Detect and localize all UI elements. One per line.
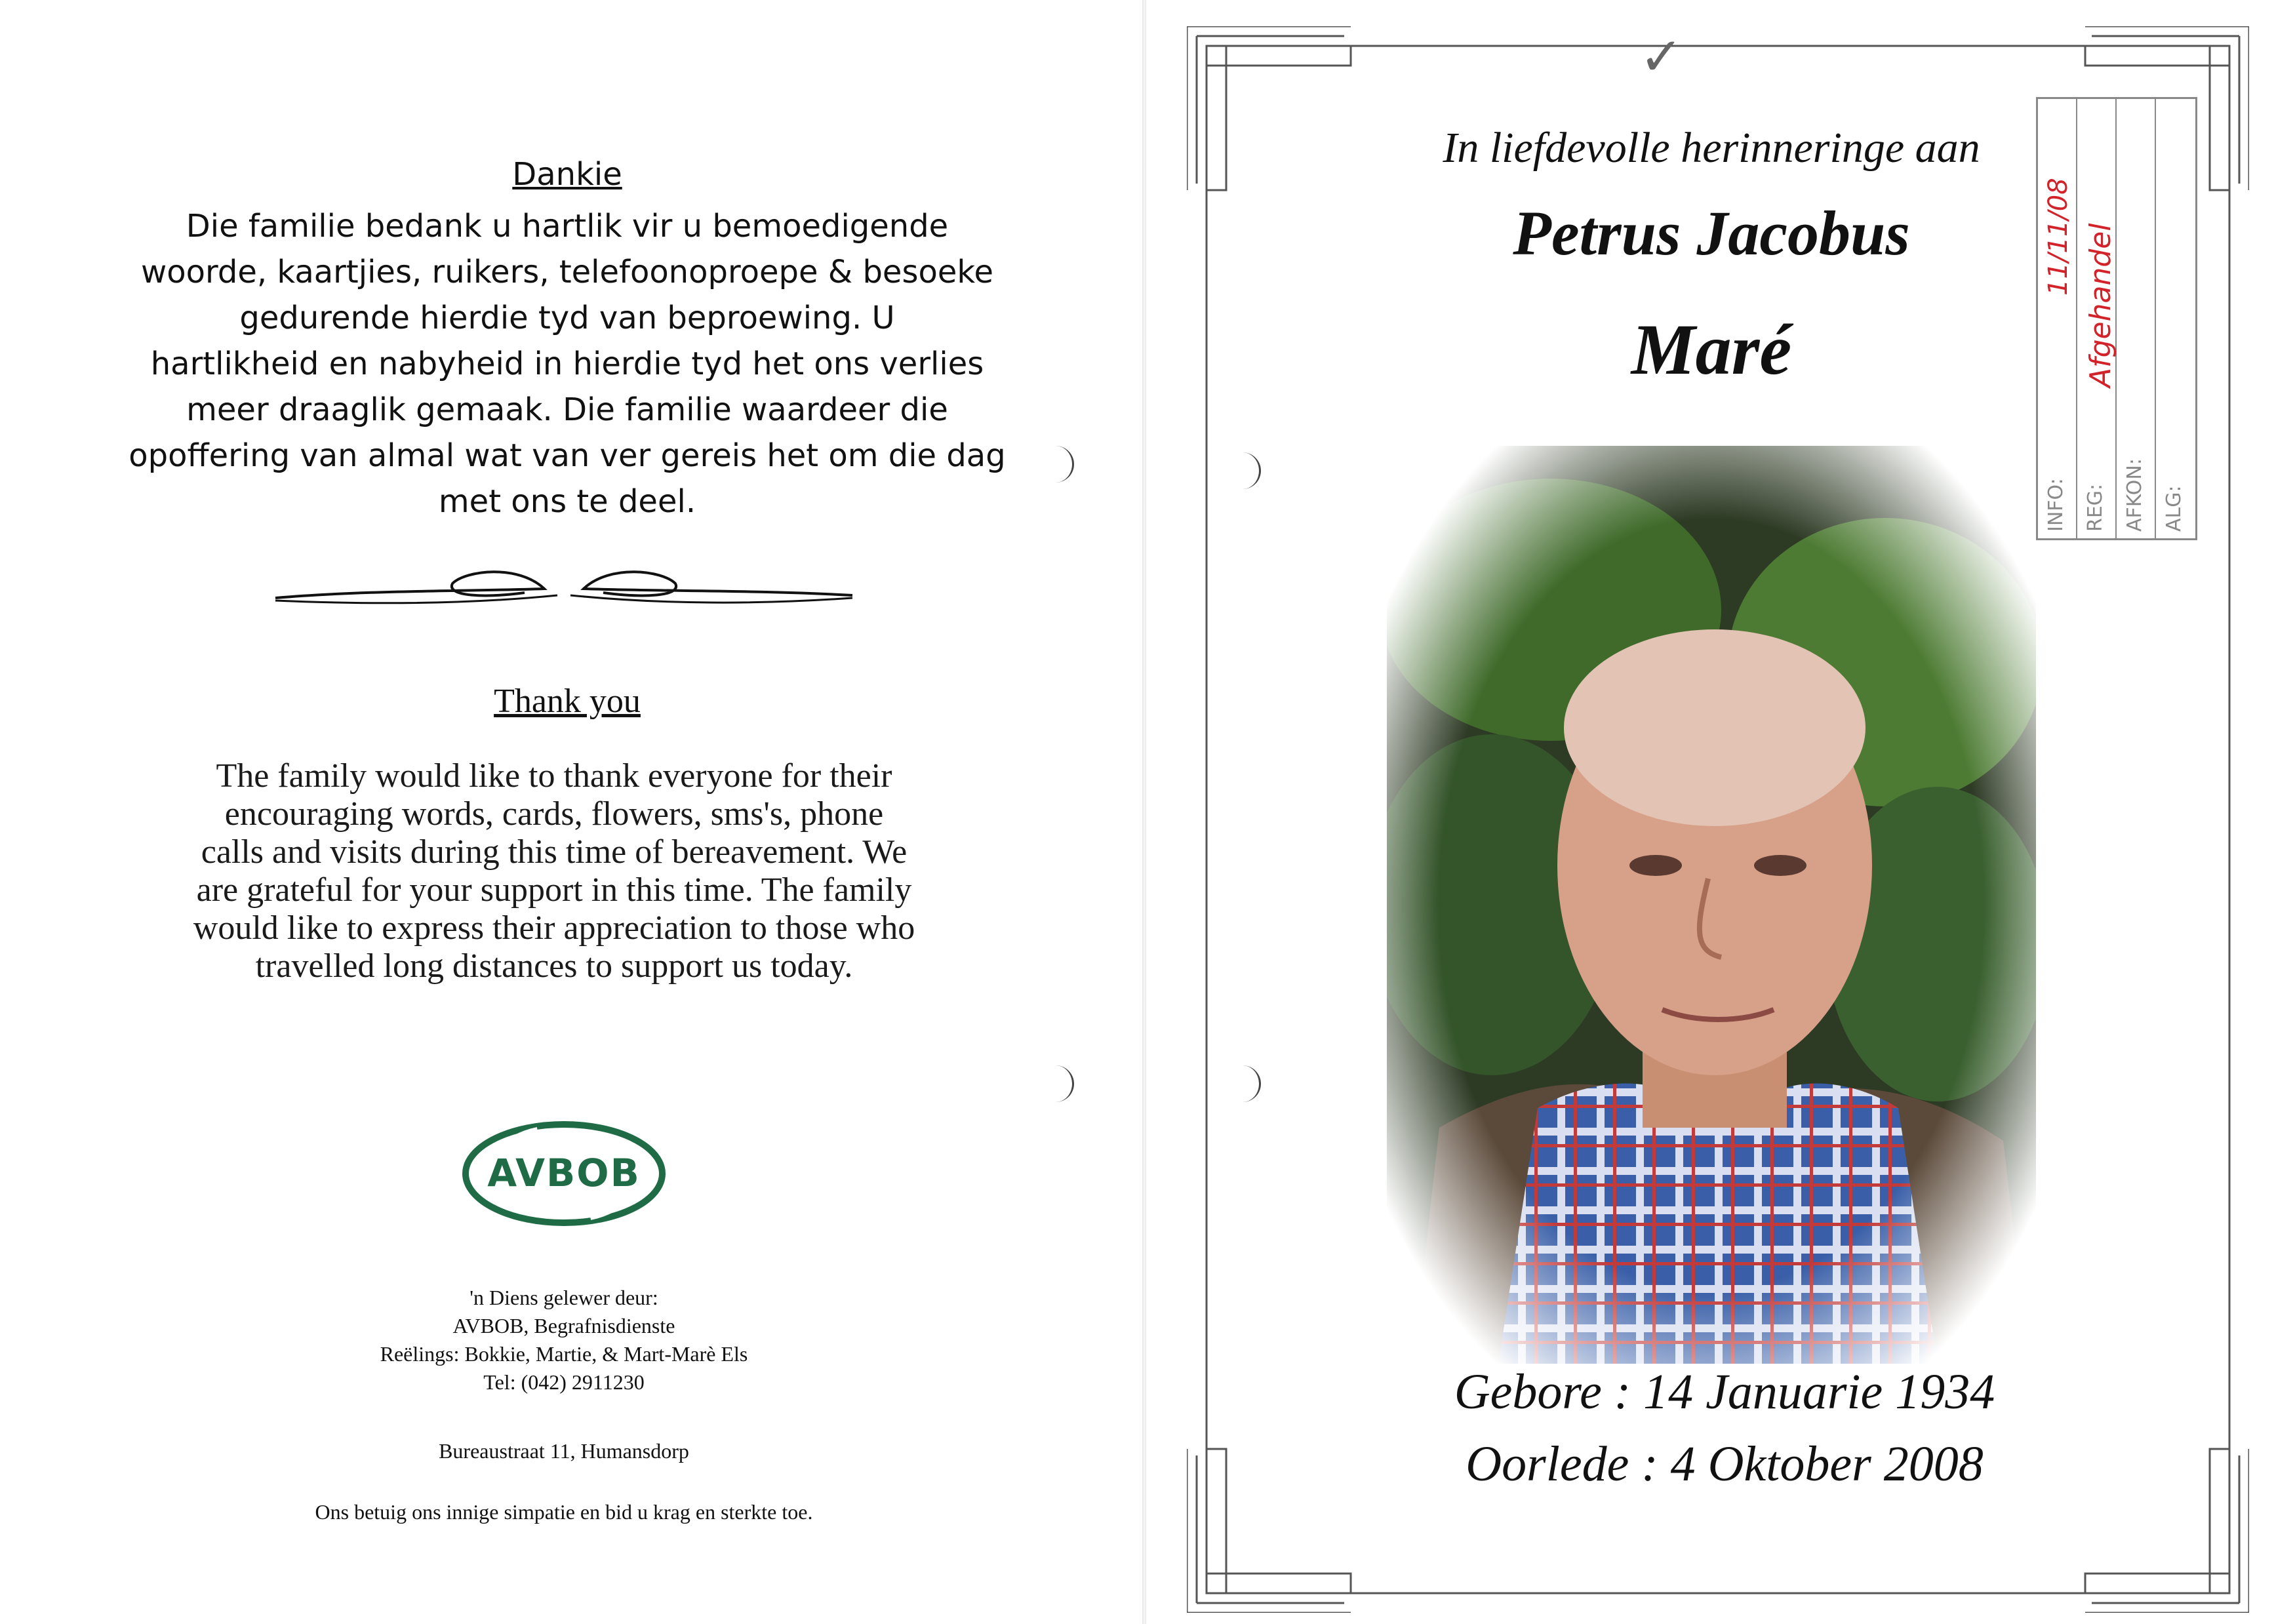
thanks-title: Thank you <box>494 683 641 720</box>
dankie-line: met ons te deel. <box>438 483 696 520</box>
avbob-logo <box>459 1118 669 1229</box>
thanks-line: are grateful for your support in this time. The family <box>196 871 912 909</box>
credits-block <box>197 1284 931 1396</box>
thanks-body <box>79 757 1029 985</box>
thanks-line: encouraging words, cards, flowers, sms's, phone <box>224 795 884 833</box>
portrait-illustration <box>1387 446 2036 1364</box>
stamp-label-info: INFO: <box>2045 478 2067 532</box>
avbob-logo-text: AVBOB <box>487 1151 641 1195</box>
stamp-label-alg: ALG: <box>2163 485 2185 532</box>
thanks-line: travelled long distances to support us today. <box>255 947 853 985</box>
deceased-first-names: Petrus Jacobus <box>1513 198 1910 268</box>
stamp-divider <box>2155 99 2156 538</box>
dankie-title: Dankie <box>512 156 622 193</box>
dankie-line: Die familie bedank u hartlik vir u bemoedigende <box>186 208 949 245</box>
stamp-label-reg: REG: <box>2084 483 2107 532</box>
registry-stamp <box>2036 97 2197 540</box>
check-mark-icon: ✓ <box>1639 26 1684 87</box>
death-date: Oorlede : 4 Oktober 2008 <box>1466 1436 1984 1492</box>
dankie-line: opoffering van almal wat van ver gereis het om die dag <box>129 437 1006 474</box>
birth-date: Gebore : 14 Januarie 1934 <box>1454 1364 1995 1419</box>
sympathy-line: Ons betuig ons innige simpatie en bid u krag en sterkte toe. <box>315 1500 813 1524</box>
thanks-line: calls and visits during this time of bereavement. We <box>201 833 908 871</box>
page-fold <box>1142 0 1146 1624</box>
credit-line: Tel: (042) 2911230 <box>483 1370 645 1394</box>
address: Bureaustraat 11, Humansdorp <box>439 1439 689 1463</box>
stamp-label-afkon: AFKON: <box>2123 458 2146 532</box>
dankie-body <box>125 203 1010 525</box>
credit-line: AVBOB, Begrafnisdienste <box>452 1314 675 1337</box>
credit-line: 'n Diens gelewer deur: <box>469 1286 658 1309</box>
portrait-photo <box>1387 446 2036 1364</box>
dankie-line: gedurende hierdie tyd van beproewing. U <box>239 300 895 336</box>
intro-line: In liefdevolle herinneringe aan <box>1443 124 1980 172</box>
ornament-divider <box>269 564 859 616</box>
stamp-divider <box>2076 99 2077 538</box>
stamp-signature: Afgehandel <box>2084 223 2117 387</box>
stamp-handwritten-date: 11/11/08 <box>2043 178 2073 296</box>
punch-hole <box>1052 1065 1074 1102</box>
thanks-line: would like to express their appreciation to those who <box>193 909 915 947</box>
thanks-line: The family would like to thank everyone for their <box>216 757 892 795</box>
deceased-surname: Maré <box>1631 309 1792 389</box>
dankie-line: woorde, kaartjies, ruikers, telefoonoproepe & besoeke <box>141 254 993 290</box>
dankie-line: hartlikheid en nabyheid in hierdie tyd het ons verlies <box>150 346 984 382</box>
credit-line: Reëlings: Bokkie, Martie, & Mart-Marè Els <box>380 1342 748 1366</box>
punch-hole <box>1052 446 1074 483</box>
dankie-line: meer draaglik gemaak. Die familie waardeer die <box>186 391 948 428</box>
